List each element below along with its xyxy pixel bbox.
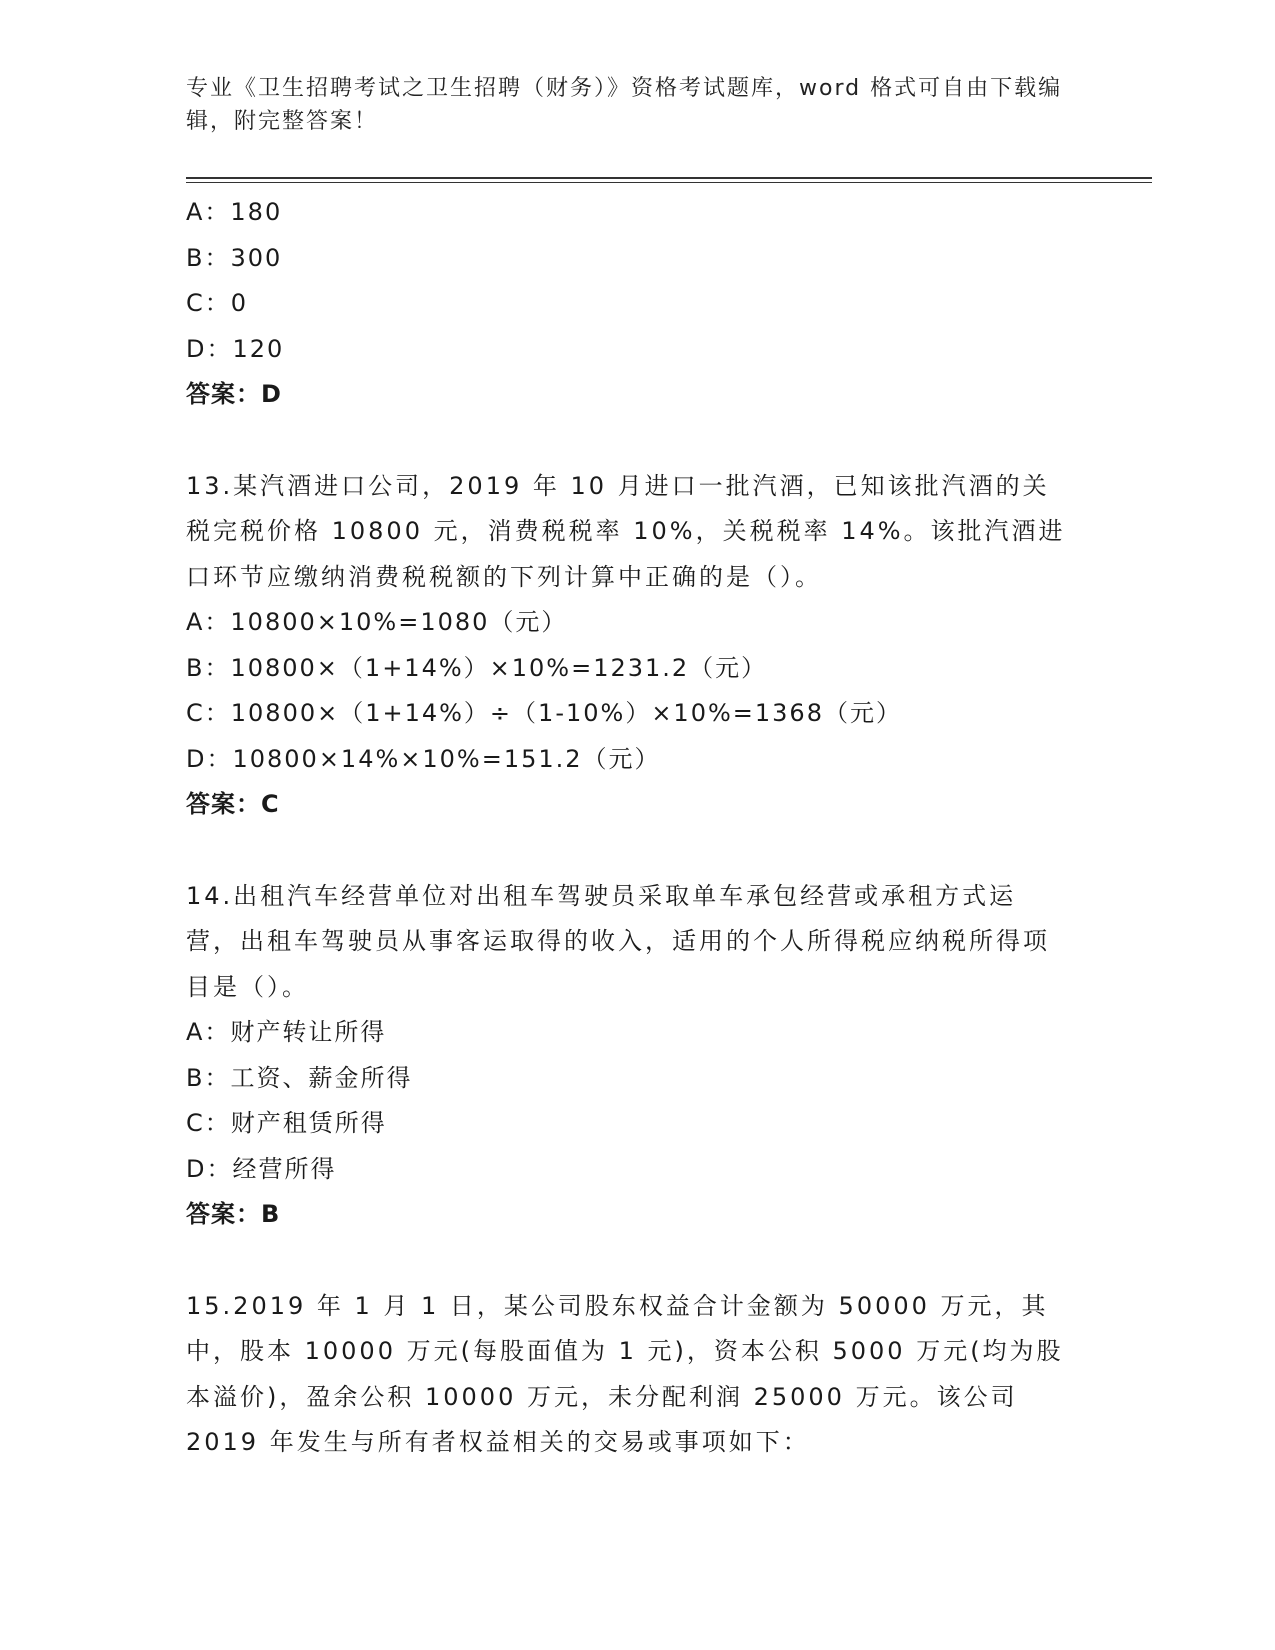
question-text: 15.2019 年 1 月 1 日，某公司股东权益合计金额为 50000 万元，其中，股本 10000 万元(每股面值为 1 元)，资本公积 5000 万元(均为股本溢价)，盈余公积 10000 万元，未分配利润 25000 万元。该公司 2019 年发生与所有者权益相关的交易或事项如下： bbox=[186, 1291, 1064, 1456]
option-b: B：10800×（1+14%）×10%=1231.2（元） bbox=[186, 653, 768, 682]
question-13-block bbox=[186, 464, 1066, 828]
option-d: D：120 bbox=[186, 334, 285, 363]
answer: 答案：D bbox=[186, 380, 282, 408]
option-a: A：10800×10%=1080（元） bbox=[186, 608, 568, 636]
answer: 答案：C bbox=[186, 790, 280, 818]
header-rule-thick bbox=[186, 177, 1152, 179]
document-body bbox=[186, 190, 1066, 1466]
question-text: 13.某汽酒进口公司，2019 年 10 月进口一批汽酒，已知该批汽酒的关税完税价格 10800 元，消费税税率 10%，关税税率 14%。该批汽酒进口环节应缴纳消费税税额的下列计算中正确的是（）。 bbox=[186, 471, 1066, 591]
option-c: C：0 bbox=[186, 289, 249, 317]
question-text: 14.出租汽车经营单位对出租车驾驶员采取单车承包经营或承租方式运营，出租车驾驶员从事客运取得的收入，适用的个人所得税应纳税所得项目是（）。 bbox=[186, 881, 1050, 1001]
question-15-block bbox=[186, 1284, 1066, 1466]
document-header: 专业《卫生招聘考试之卫生招聘（财务）》资格考试题库，word 格式可自由下载编辑，附完整答案！ bbox=[186, 76, 1063, 134]
option-d: D：10800×14%×10%=151.2（元） bbox=[186, 744, 661, 773]
spacer bbox=[186, 828, 1066, 874]
option-a: A：180 bbox=[186, 198, 283, 226]
option-c: C：10800×（1+14%）÷（1-10%）×10%=1368（元） bbox=[186, 699, 902, 727]
question-12-block bbox=[186, 190, 1066, 418]
question-14-block bbox=[186, 874, 1066, 1238]
option-b: B：工资、薪金所得 bbox=[186, 1063, 413, 1092]
header-rule-thin bbox=[186, 182, 1152, 183]
option-d: D：经营所得 bbox=[186, 1154, 337, 1183]
option-b: B：300 bbox=[186, 243, 283, 272]
spacer bbox=[186, 418, 1066, 464]
answer: 答案：B bbox=[186, 1200, 281, 1228]
spacer bbox=[186, 1238, 1066, 1284]
option-a: A：财产转让所得 bbox=[186, 1018, 387, 1046]
option-c: C：财产租赁所得 bbox=[186, 1109, 387, 1137]
